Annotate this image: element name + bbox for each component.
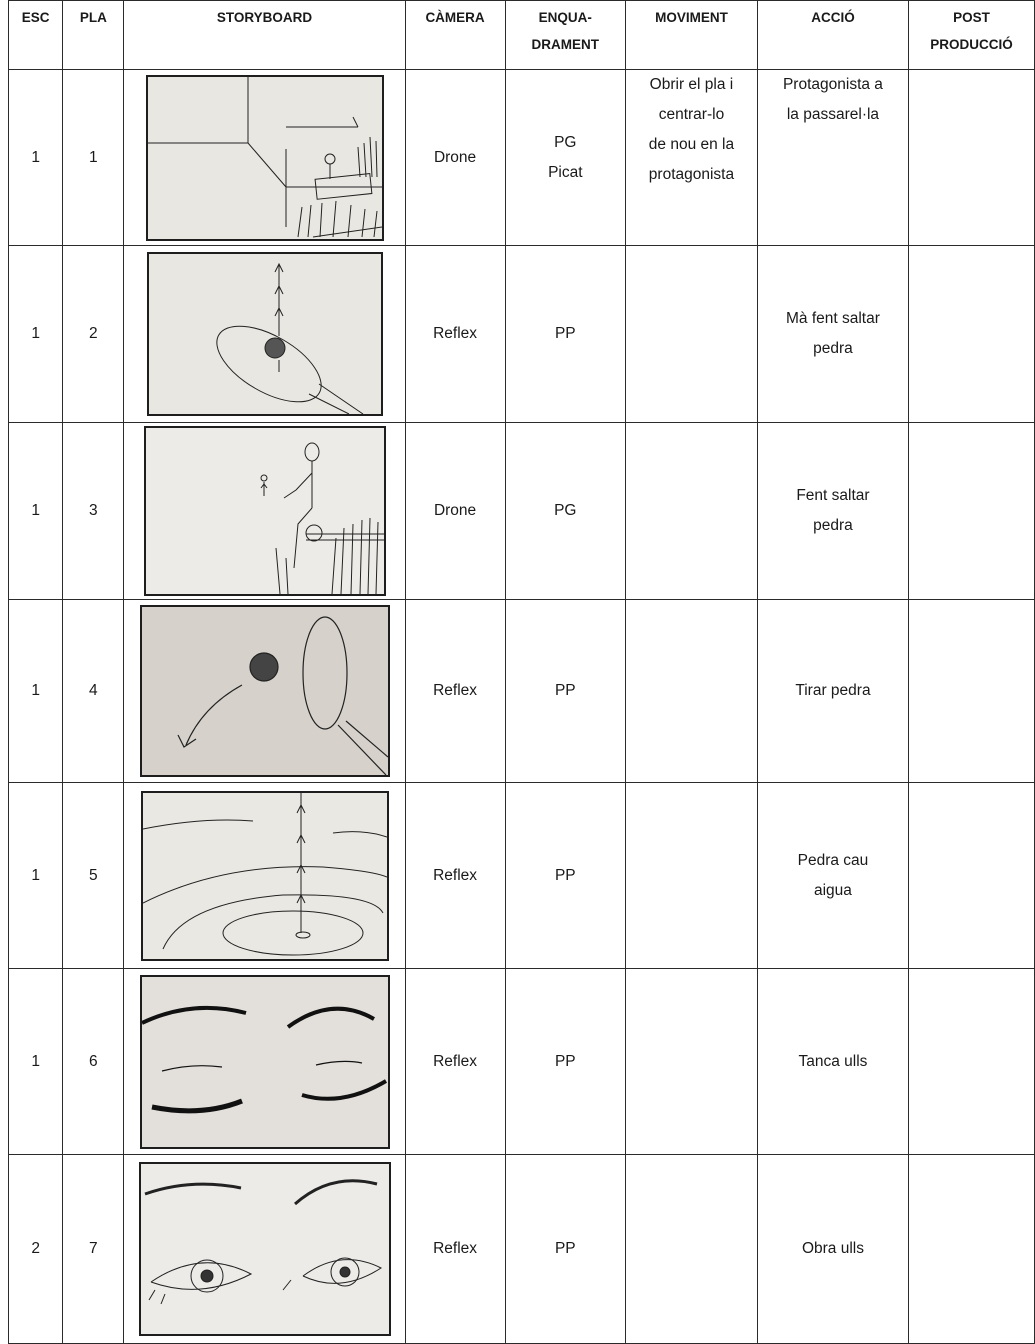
pla-cell: 3 [63, 423, 124, 600]
post-cell [909, 246, 1035, 423]
enquadrament-cell: PP [505, 600, 626, 783]
pla-cell: 1 [63, 70, 124, 246]
table-row [9, 246, 1035, 423]
storyboard-cell [124, 423, 405, 600]
post-cell [909, 600, 1035, 783]
header-post: POST PRODUCCIÓ [909, 1, 1035, 70]
throw-sketch [140, 605, 390, 777]
closed-eyes-sketch [140, 975, 390, 1149]
esc-cell: 1 [9, 70, 63, 246]
hand-stone-sketch [147, 252, 383, 416]
camera-cell: Reflex [405, 600, 505, 783]
accio-cell: Pedra cau aigua [757, 783, 908, 969]
storyboard-cell [124, 783, 405, 969]
pla-cell: 4 [63, 600, 124, 783]
header-enquadrament: ENQUA- DRAMENT [505, 1, 626, 70]
water-ripple-sketch [141, 791, 389, 961]
post-cell [909, 1155, 1035, 1344]
camera-cell: Reflex [405, 969, 505, 1155]
accio-cell: Mà fent saltar pedra [757, 246, 908, 423]
enquadrament-cell: PP [505, 783, 626, 969]
table-row [9, 70, 1035, 246]
moviment-cell [626, 246, 758, 423]
camera-cell: Reflex [405, 246, 505, 423]
header-camera: CÀMERA [405, 1, 505, 70]
esc-cell: 1 [9, 969, 63, 1155]
header-esc: ESC [9, 1, 63, 70]
moviment-cell [626, 783, 758, 969]
table-row [9, 600, 1035, 783]
header-moviment: MOVIMENT [626, 1, 758, 70]
storyboard-cell [124, 246, 405, 423]
pla-cell: 6 [63, 969, 124, 1155]
table-row [9, 783, 1035, 969]
enquadrament-cell: PG [505, 423, 626, 600]
pla-cell: 7 [63, 1155, 124, 1344]
header-row [9, 1, 1035, 70]
pla-cell: 5 [63, 783, 124, 969]
open-eyes-sketch [139, 1162, 391, 1336]
storyboard-cell [124, 1155, 405, 1344]
esc-cell: 2 [9, 1155, 63, 1344]
accio-cell: Fent saltar pedra [757, 423, 908, 600]
moviment-cell [626, 600, 758, 783]
camera-cell: Drone [405, 70, 505, 246]
camera-cell: Reflex [405, 1155, 505, 1344]
enquadrament-cell: PP [505, 1155, 626, 1344]
storyboard-table [8, 0, 1035, 1344]
table-row [9, 969, 1035, 1155]
esc-cell: 1 [9, 423, 63, 600]
esc-cell: 1 [9, 783, 63, 969]
pla-cell: 2 [63, 246, 124, 423]
moviment-cell [626, 423, 758, 600]
enquadrament-cell: PG Picat [505, 70, 626, 246]
header-pla: PLA [63, 1, 124, 70]
moviment-cell [626, 969, 758, 1155]
figure-sketch [144, 426, 386, 596]
post-cell [909, 423, 1035, 600]
walkway-sketch [146, 75, 384, 241]
storyboard-cell [124, 70, 405, 246]
camera-cell: Reflex [405, 783, 505, 969]
header-storyboard: STORYBOARD [124, 1, 405, 70]
accio-cell: Obra ulls [757, 1155, 908, 1344]
storyboard-cell [124, 969, 405, 1155]
moviment-cell: Obrir el pla i centrar-lo de nou en la protagonista [626, 70, 758, 246]
storyboard-cell [124, 600, 405, 783]
header-accio: ACCIÓ [757, 1, 908, 70]
esc-cell: 1 [9, 246, 63, 423]
accio-cell: Protagonista a la passarel·la [757, 70, 908, 246]
post-cell [909, 783, 1035, 969]
post-cell [909, 70, 1035, 246]
camera-cell: Drone [405, 423, 505, 600]
table-row [9, 1155, 1035, 1344]
enquadrament-cell: PP [505, 969, 626, 1155]
moviment-cell [626, 1155, 758, 1344]
esc-cell: 1 [9, 600, 63, 783]
post-cell [909, 969, 1035, 1155]
accio-cell: Tirar pedra [757, 600, 908, 783]
table-row [9, 423, 1035, 600]
enquadrament-cell: PP [505, 246, 626, 423]
accio-cell: Tanca ulls [757, 969, 908, 1155]
